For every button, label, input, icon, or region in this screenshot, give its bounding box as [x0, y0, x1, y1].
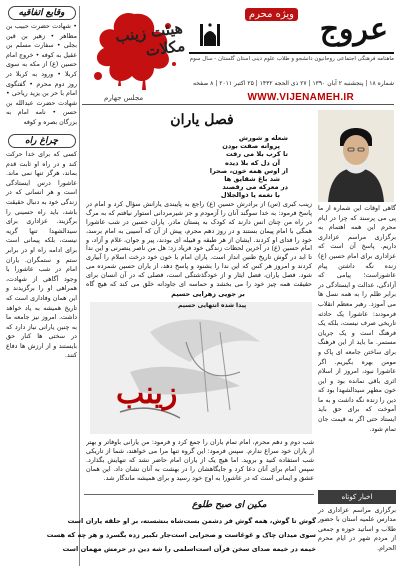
mosque-icon	[198, 20, 222, 48]
lamp-section-title: چراغ راه	[8, 134, 76, 148]
poem-line: شد باغ شقایق ها	[224, 175, 280, 184]
poem-verse: اسلمی را شه دین در حرمش مهمان است	[62, 545, 196, 553]
calligraphy-artwork	[90, 302, 312, 434]
events-section-title: وقایع اتفاقیه	[8, 6, 76, 20]
special-badge: ویژه محرم	[245, 8, 298, 21]
poem-row	[62, 542, 316, 556]
logo-text: عروج	[319, 12, 388, 47]
masthead	[84, 6, 394, 110]
website-link[interactable]: WWW.VIJENAMEH.IR	[247, 92, 354, 103]
tagline: ماهنامه فرهنگی اجتماعی روحانیون دانشجو و طلاب علوم دینی استان گلستان - سال سوم	[189, 56, 394, 62]
poem-line: در معرکه می رقصند	[222, 183, 288, 192]
poem-title: مکین ای صبح طلوع	[192, 500, 267, 510]
poem-line: با نغمه یا ذوالجلال	[220, 191, 280, 200]
poem-row	[46, 528, 316, 542]
portrait-photo-icon	[318, 110, 394, 202]
logo	[189, 8, 394, 72]
poem-verse: جار تکبیر زده بگسرد و هر چه که هست	[46, 531, 172, 539]
poem-line: از اوس همه خون، صحرا	[209, 166, 288, 175]
events-text: • شهادت حضرت حبیب بن مظاهر • زهیر بن قین بجلی • سفارت مسلم بن عقیل به کوفه • خروج امام حسین (ع) از مکه به سوی کربلا • ورود به کربلا در روز دوم محرم • گفتگوی امام با حر بن یزید ریاحی • شهادت حضرت عبدالله بن حسن • نامه امام به بزرگان بصره و کوفه	[6, 23, 77, 126]
image-label: پیدا شده انتهایی حسیم	[178, 302, 247, 309]
article-paragraph-3: شب دوم و دهم محرم، امام تمام یاران را جمع کرد و فرمود: من یارانی باوفاتر و بهتر از یاران خود سراغ ندارم. سپس فرمود: این گروه تنها مرا می خواهند، شما از تاریکی شب استفاده کنید و بروید. اما هیچ یک از یاران امام حاضر نشد که تنهایش بگذارد. سپس امام برای آنان دعا کرد و جایگاهشان را در بهشت به آنان نشان داد. این همان عشق و ایمانی است که در عاشورا به اوج خود رسید و برای همیشه ماندگار شد.	[86, 438, 314, 482]
date-line: شماره ۱۸ | پنجشنبه ۲ آبان ۱۳۹۰ | ۲۷ ذی الحجه ۱۴۳۲ | ۲۵ اکتبر ۲۰۱۱ | ۸ صفحه	[193, 80, 394, 87]
bottom-poem	[46, 514, 316, 556]
news-banner: اخبار کوتاه	[318, 490, 396, 504]
poem-line: پروانه صفت بودن	[222, 142, 280, 151]
poem-verse: شاه بنشسته، بر او حلقه یاران است	[67, 517, 184, 525]
poem-line: آن دل که بلا دیده	[224, 158, 280, 167]
issue-label: مجلس جهارم	[104, 94, 144, 102]
main-headline: فصل یاران	[170, 112, 234, 128]
article-paragraph-1: زینب کبری (س) از برادرش حسین (ع) راجع به پایبندی یارانش سؤال کرد و امام در پاسخ فرمود: به خدا سوگند آنان را آزمودم و جز شیرمردانی استوار نیافتم که به مرگ در راه من چنان انس دارند که کودک به پستان مادر. یاران حسین در شب عاشورا همگی با امام پیمان بستند و در روز دهم محرم، پیش از آن که آسیبی به امام برسد، خود را فدای او کردند. ایشان از هر طبقه و قبیله ای بودند، پیر و جوان، غلام و آزاد، و	[86, 200, 312, 244]
calligraphy-art-icon	[90, 302, 312, 434]
blood-title: هیئت زینب مکلات	[114, 18, 187, 60]
poem-divider	[84, 494, 314, 495]
poem-line: شعله و شورش	[238, 134, 288, 142]
poem-row	[67, 514, 316, 528]
header-divider	[82, 104, 394, 105]
left-column	[4, 6, 80, 566]
lamp-text: کسی که برای خدا حرکت کند و در راه او ثابت قدم بماند، هرگز تنها نمی ماند. عاشورا درس ایستادگی است و هر انسانی که در زندگی خود به دنبال حقیقت باشد، باید راه حسینی را برگزیند. عزاداری برای سیدالشهدا تنها گریه نیست، بلکه پیمانی است برای ادامه راه او در برابر ستم و ستمگران. یاران امام در شب عاشورا با وجود آگاهی از شهادت، همراهی او را برگزیدند و این همان وفاداری است که تاریخ همیشه به یاد خواهد داشت. امروز نیز جامعه ما به چنین یارانی نیاز دارد که در سختی ها کنار حق بایستند و از ارزش ها دفاع کنند.	[6, 151, 77, 360]
blood-splatter-logo	[84, 6, 187, 94]
short-news: برگزاری مراسم عزاداری در مدارس علمیه استان با حضور طلاب و اساتید حوزه و جمعی از مردم شهر در ایام محرم الحرام.	[318, 507, 396, 552]
headline-poem	[118, 134, 288, 200]
calligraphy-word: زینب	[116, 376, 178, 411]
poem-line: تا کرب بلا می رفت	[225, 150, 288, 159]
article-paragraph-2: امام حسین (ع) در آخرین لحظات زندگی خود فریاد زد: هل من ناصر ینصرنی و این ندا تا ابد در گوش تاریخ طنین انداز است. یاران امام با خون خود درخت اسلام را آبیاری کردند و امروز هر کس که این ندا را بشنود و پاسخ دهد، از یاران حسین شمرده می شود. فصل یاران، فصل ایثار و از خودگذشتگی است، فصلی که در آن انسان برای حقیقت همه چیز خود را می بخشد و حماسه ای جاودانه خلق می کند که هیچ گاه	[86, 244, 312, 288]
leader-portrait	[318, 110, 394, 202]
poem-verse: خیمه در خیمه صدای سخن قرآن است	[195, 545, 316, 553]
poem-verse: گوش تا گوش، همه گوش فر دشمن بست	[183, 517, 316, 525]
right-article: گاهی اوقات این شماره از ما پی می پرسند که چرا در ایام محرم این همه اهتمام به برگزاری مراسم عزاداری داریم. پاسخ آن است که عزاداری برای امام حسین (ع) زنده نگه داشتن پیام عاشوراست؛ پیامی که آزادگی، عدالت و ایستادگی در برابر ظلم را به همه نسل ها می آموزد. رهبر معظم انقلاب فرمودند: عاشورا یک حادثه تاریخی صرف نیست، بلکه یک فرهنگ است و یک جریان مستمر. ما باید از این فرهنگ برای ساختن جامعه ای پاک و مومن بهره بگیریم. اگر عاشورا نبود، امروز از اسلام اثری باقی نمانده بود و این خون مطهر سیدالشهدا بود که دین را زنده نگه داشت و به ما آموخت که برای حق باید ایستاد حتی اگر به قیمت جان تمام شود.	[318, 205, 396, 433]
poem-verse: سوی میدان چاک و غوغاست و صحرایی است	[171, 531, 316, 539]
image-caption: بر جویی زهرایی حسیم	[171, 290, 245, 298]
logo-rule	[189, 52, 394, 54]
